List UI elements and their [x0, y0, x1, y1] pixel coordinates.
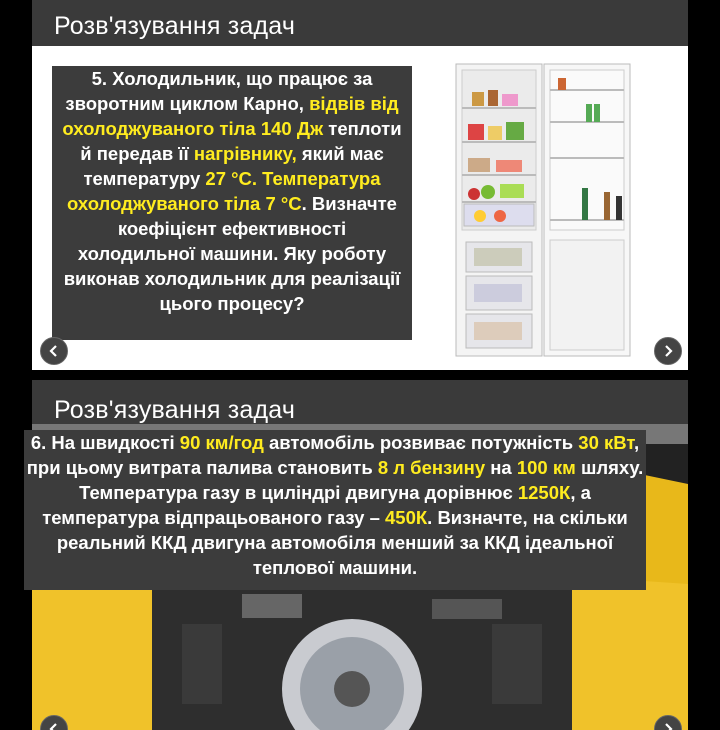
highlighted-text: Температура охолоджуваного тіла 7 °С [67, 168, 381, 214]
slide-refrigerator [32, 0, 688, 370]
problem-text-part: . Визначте коефіцієнт ефективності холодильної машини. Яку роботу виконав холодильник для реалізації цього процесу? [63, 193, 401, 314]
problem-text-part: який має температуру [83, 143, 384, 189]
problem-5-text [52, 66, 412, 340]
highlighted-text: 27 °С. [205, 168, 258, 189]
problem-text-part: 5. Холодильник, що працює за зворотним циклом Карно, [65, 68, 373, 114]
problem-text-part: автомобіль розвиває потужність [263, 432, 579, 453]
chevron-left-icon [48, 345, 60, 357]
next-slide-button[interactable] [654, 337, 682, 365]
chevron-right-icon [662, 723, 674, 730]
problem-6-text [24, 430, 646, 590]
problem-text-part: , а температура відпрацьованого газу – [42, 482, 591, 528]
slide-header [32, 0, 688, 46]
slide-title: Розв'язування задач [54, 12, 296, 40]
chevron-left-icon [48, 723, 60, 730]
highlighted-text: 30 кВт [578, 432, 635, 453]
highlighted-text: 100 км [516, 457, 576, 478]
slide-title: Розв'язування задач [54, 396, 296, 424]
problem-text-part: шляху. Температура газу в циліндрі двигуна дорівнює [79, 457, 644, 503]
highlighted-text: 1250К [517, 482, 571, 503]
highlighted-text: 90 км/год [179, 432, 264, 453]
problem-text-part: 6. На швидкості [30, 432, 180, 453]
highlighted-text: 8 л бензину [377, 457, 486, 478]
highlighted-text: 450К [385, 507, 428, 528]
refrigerator-image [454, 60, 654, 360]
chevron-right-icon [662, 345, 674, 357]
problem-text-part: . Визначте, на скільки реальний ККД двигуна автомобіля менший за ККД ідеальної теплової машини. [56, 507, 628, 578]
slide-header [32, 380, 688, 424]
problem-text-part: теплоти й передав її [80, 118, 402, 164]
problem-text-part: на [485, 457, 517, 478]
highlighted-text: нагрівнику, [193, 143, 297, 164]
highlighted-text: відвів від охолоджуваного тіла 140 Дж [62, 93, 399, 139]
problem-text-part: , при цьому витрата палива становить [26, 432, 640, 478]
prev-slide-button[interactable] [40, 337, 68, 365]
